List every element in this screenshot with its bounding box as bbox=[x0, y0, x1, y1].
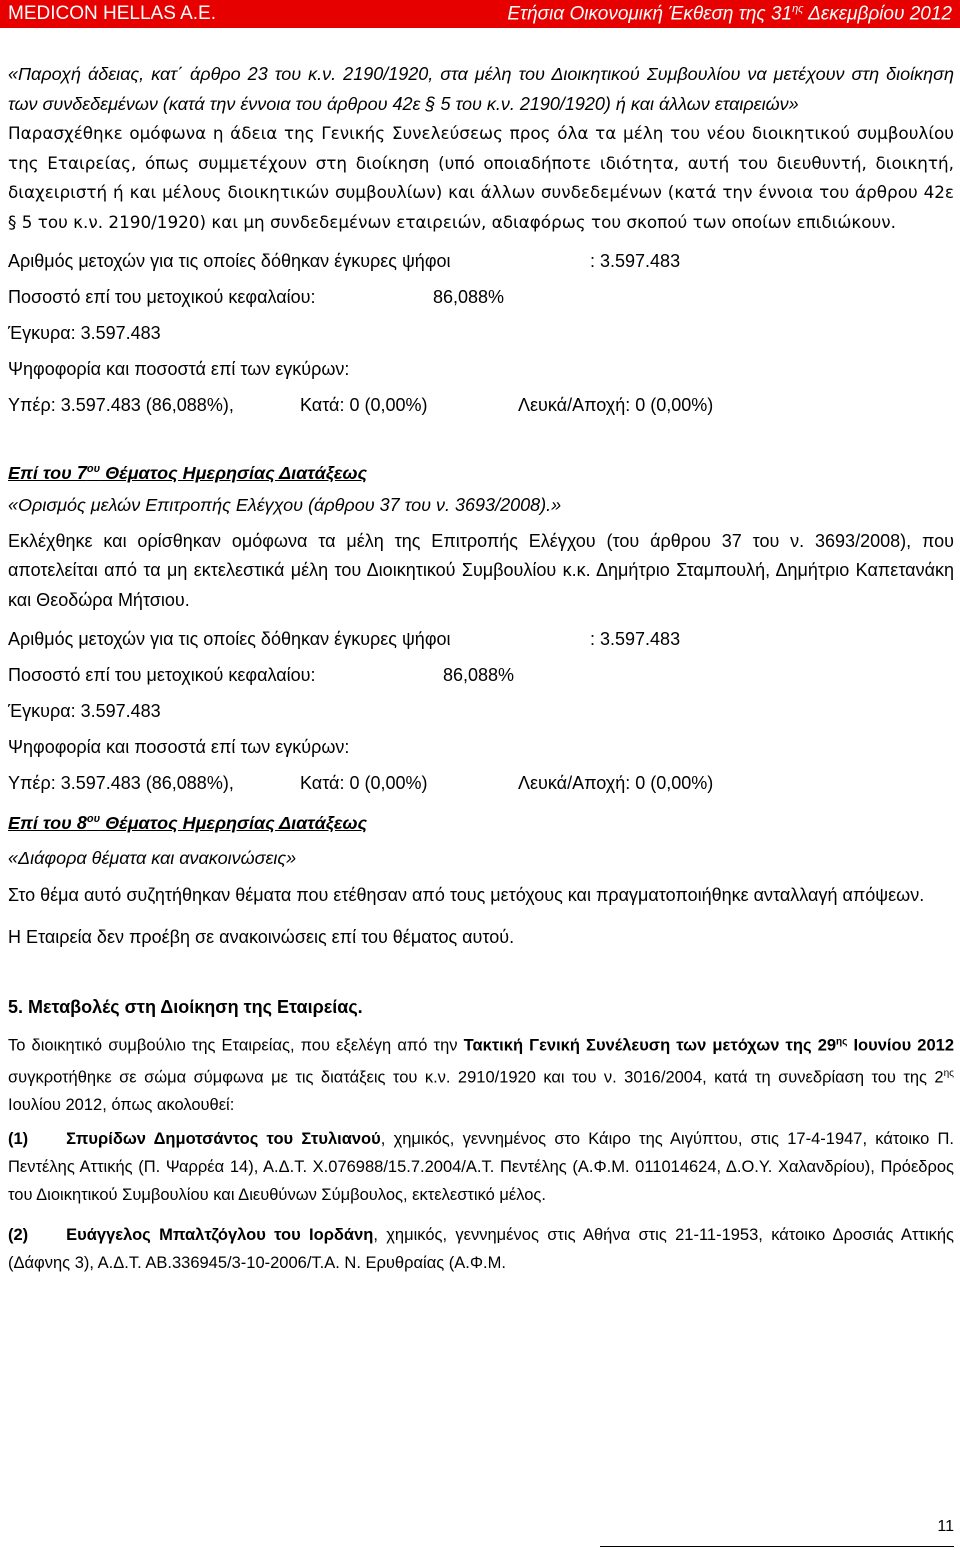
valid-votes: Έγκυρα: 3.597.483 bbox=[8, 701, 161, 721]
percent-value: 86,088% bbox=[433, 287, 505, 307]
item-7-body: Εκλέχθηκε και ορίσθηκαν ομόφωνα τα μέλη της Επιτροπής Ελέγχου (του άρθρου 37 του ν. 3693/2008), που αποτελείται από τα μη εκτελεστικά μέλη του Διοικητικού Συμβουλίου κ.κ. Δημήτριο Σταμπουλή, Δημήτριο Καπετανάκη και Θεοδώρα Μήτσιου. bbox=[8, 530, 954, 610]
percent-label: Ποσοστό επί του μετοχικού κεφαλαίου: bbox=[8, 287, 316, 307]
votes-for: Υπέρ: 3.597.483 (86,088%), bbox=[8, 395, 234, 415]
votes-abstain: Λευκά/Αποχή: 0 (0,00%) bbox=[518, 773, 714, 793]
page-content bbox=[8, 60, 954, 1277]
vote-label: Ψηφοφορία και ποσοστά επί των εγκύρων: bbox=[8, 359, 350, 379]
votes-against: Κατά: 0 (0,00%) bbox=[300, 395, 428, 415]
item-8-heading: Επί του $8^{o\upsilon}$ Θέματος Ημερησίας Διατάξεως bbox=[8, 813, 368, 833]
item-6-vote-label-row bbox=[8, 351, 954, 387]
page-header bbox=[0, 0, 960, 28]
shares-value: : 3.597.483 bbox=[590, 629, 681, 649]
votes-against: Κατά: 0 (0,00%) bbox=[300, 773, 428, 793]
board-member-1: (1) Σπυρίδων Δημοτσάντος του Στυλιανού, χημικός, γεννημένος στο Κάιρο της Αιγύπτου, στις 17-4-1947, κάτοικο Π. Πεντέλης Αττικής (Π. Ψαρρέα 14), Α.Δ.Τ. Χ.076988/15.7.2004/Α.Τ. Πεντέλης (Α.Φ.Μ. 011014624, Δ.Ο.Υ. Χαλανδρίου), Πρόεδρος του Διοικητικού Συμβουλίου και Διευθύνων Σύμβουλος, εκτελεστικό μέλος. bbox=[8, 1130, 954, 1204]
percent-value: 86,088% bbox=[443, 665, 515, 685]
percent-label: Ποσοστό επί του μετοχικού κεφαλαίου: bbox=[8, 665, 316, 685]
footer-rule bbox=[600, 1546, 954, 1547]
item-8-title: «Διάφορα θέματα και ανακοινώσεις» bbox=[8, 848, 297, 868]
valid-votes: Έγκυρα: 3.597.483 bbox=[8, 323, 161, 343]
shares-label: Αριθμός μετοχών για τις οποίες δόθηκαν έγκυρες ψήφοι bbox=[8, 629, 451, 649]
item-7-shares-row bbox=[8, 621, 954, 657]
company-name: MEDICON HELLAS A.E. bbox=[8, 3, 217, 24]
item-6-body: Παρασχέθηκε ομόφωνα η άδεια της Γενικής Συνελεύσεως προς όλα τα μέλη του νέου διοικητικού συμβουλίου της Εταιρείας, όπως συμμετέχουν στη διοίκηση (υπό οποιαδήποτε ιδιότητα, αυτή του διευθυντή, διοικητή, διαχειριστή ή και μέλους διοικητικών συμβουλίων) και άλλων συνδεδεμένων (κατά την έννοια του άρθρου 42ε § 5 του κ.ν. 2190/1920) και μη συνδεδεμένων εταιρειών, αδιαφόρως του σκοπού των οποίων επιδιώκουν. bbox=[8, 123, 954, 232]
item-8-body-2: Η Εταιρεία δεν προέβη σε ανακοινώσεις επί του θέματος αυτού. bbox=[8, 926, 515, 947]
shares-value: : 3.597.483 bbox=[590, 251, 681, 271]
chapter-5-intro: Το διοικητικό συμβούλιο της Εταιρείας, που εξελέγη από την Τακτική Γενική Συνέλευση των μετόχων της $29^{\eta\varsigma}$ Ιουνίου 2012 συγκροτήθηκε σε σώμα σύμφωνα με τις διατάξεις του κ.ν. 2910/1920 και του ν. 3016/2004, κατά τη συνεδρίαση του της $2^{\eta\varsigma}$ Ιουλίου 2012, όπως ακολουθεί: bbox=[8, 1036, 954, 1114]
votes-abstain: Λευκά/Αποχή: 0 (0,00%) bbox=[518, 395, 714, 415]
item-7-valid-row bbox=[8, 693, 954, 729]
item-7-percent-row bbox=[8, 657, 954, 693]
page-number: 11 bbox=[937, 1518, 954, 1535]
item-6-title: «Παροχή άδειας, κατ΄ άρθρο 23 του κ.ν. 2190/1920, στα μέλη του Διοικητικού Συμβουλίου να μετέχουν στη διοίκηση των συνδεδεμένων (κατά την έννοια του άρθρου 42ε § 5 του κ.ν. 2190/1920) ή και άλλων εταιρειών» bbox=[8, 64, 954, 114]
item-8-body-1: Στο θέμα αυτό συζητήθηκαν θέματα που ετέθησαν από τους μετόχους και πραγματοποιήθηκε ανταλλαγή απόψεων. bbox=[8, 885, 925, 905]
item-7-title: «Ορισμός μελών Επιτροπής Ελέγχου (άρθρου 37 του ν. 3693/2008).» bbox=[8, 495, 562, 515]
item-6-percent-row bbox=[8, 279, 954, 315]
item-7-results-row bbox=[8, 765, 954, 801]
report-title: Ετήσια Οικονομική Έκθεση της $31^{\eta\varsigma}$ Δεκεμβρίου 2012 bbox=[507, 3, 952, 25]
item-7-heading: Επί του $7^{o\upsilon}$ Θέματος Ημερησίας Διατάξεως bbox=[8, 463, 368, 483]
item-6-results-row bbox=[8, 387, 954, 423]
votes-for: Υπέρ: 3.597.483 (86,088%), bbox=[8, 773, 234, 793]
board-member-2: (2) Ευάγγελος Μπαλτζόγλου του Ιορδάνη, χημικός, γεννημένος στις Αθήνα στις 21-11-1953, κάτοικο Δροσιάς Αττικής (Δάφνης 3), Α.Δ.Τ. ΑΒ.336945/3-10-2006/Τ.Α. Ν. Ερυθραίας (Α.Φ.Μ. bbox=[8, 1226, 954, 1272]
shares-label: Αριθμός μετοχών για τις οποίες δόθηκαν έγκυρες ψήφοι bbox=[8, 251, 451, 271]
item-6-valid-row bbox=[8, 315, 954, 351]
item-6-shares-row bbox=[8, 243, 954, 279]
vote-label: Ψηφοφορία και ποσοστά επί των εγκύρων: bbox=[8, 737, 350, 757]
chapter-5-title: 5. Μεταβολές στη Διοίκηση της Εταιρείας. bbox=[8, 997, 363, 1017]
item-7-vote-label-row bbox=[8, 729, 954, 765]
